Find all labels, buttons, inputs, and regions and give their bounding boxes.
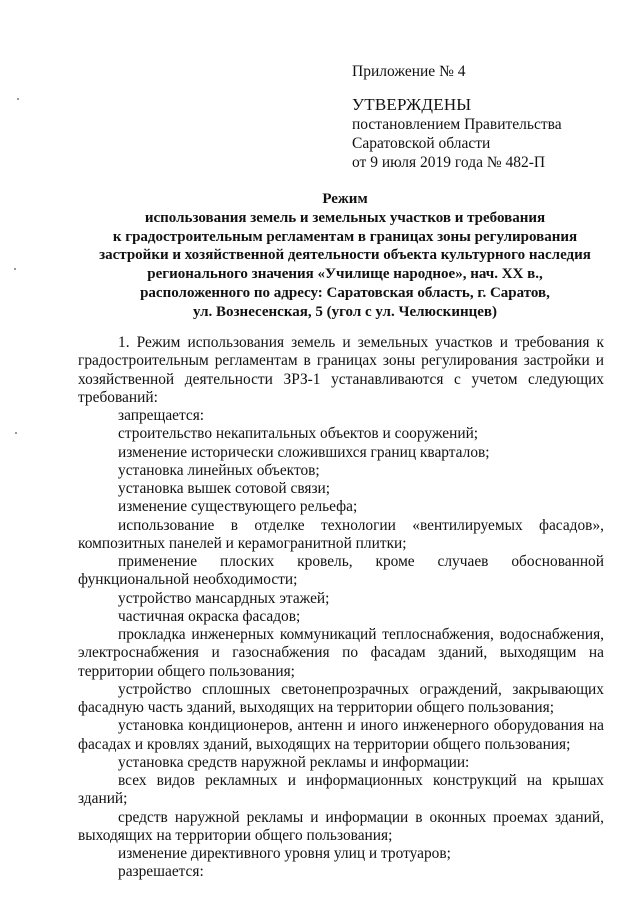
- paragraph: строительство некапитальных объектов и сооружений;: [118, 425, 479, 443]
- approval-line-2: Саратовской области: [352, 135, 491, 152]
- paragraph: установка линейных объектов;: [118, 461, 320, 479]
- document-title: [80, 190, 610, 322]
- paragraph: установка средств наружной рекламы и информации:: [118, 753, 470, 771]
- title-line: использования земель и земельных участков и требования: [144, 209, 546, 226]
- paragraph: прокладка инженерных коммуникаций теплоснабжения, водоснабжения, электроснабжения и газоснабжения по фасадам зданий, выходящим на территории общего пользования;: [78, 626, 604, 680]
- paragraph: частичная окраска фасадов;: [118, 607, 301, 625]
- paragraph: применение плоских кровель, кроме случаев обоснованной функциональной необходимости;: [78, 553, 604, 589]
- paragraph: разрешается:: [118, 863, 204, 881]
- approval-line-3: от 9 июля 2019 года № 482-П: [352, 154, 546, 171]
- approval-line-1: постановлением Правительства: [352, 116, 562, 133]
- title-line: застройки и хозяйственной деятельности объекта культурного наследия: [99, 247, 591, 264]
- paragraph: установка вышек сотовой связи;: [118, 480, 331, 497]
- paragraph: всех видов рекламных и информационных конструкций на крышах зданий;: [78, 772, 604, 808]
- paragraph: изменение существующего рельефа;: [118, 498, 358, 516]
- scan-speck: [14, 268, 16, 270]
- scan-speck: [15, 432, 17, 434]
- title-line: к градостроительным регламентам в границах зоны регулирования: [112, 228, 578, 245]
- paragraph: установка кондиционеров, антенн и иного инженерного оборудования на фасадах и кровлях зданий, выходящих на территории общего пользования;: [78, 717, 604, 753]
- paragraph: изменение директивного уровня улиц и тротуаров;: [118, 845, 451, 862]
- approved-label: УТВЕРЖДЕНЫ: [352, 95, 472, 114]
- title-line: Режим: [322, 191, 368, 207]
- title-line: регионального значения «Училище народное», нач. XX в.,: [147, 266, 543, 283]
- paragraph: 1. Режим использования земель и земельных участков и требования к градостроительным регламентам в границах зоны регулирования застройки и хозяйственной деятельности ЗРЗ-1 устанавливаются с учетом следующих требований:: [78, 334, 604, 406]
- paragraph: устройство сплошных светонепрозрачных ограждений, закрывающих фасадную часть зданий, выходящих на территории общего пользования;: [78, 680, 604, 716]
- paragraph: изменение исторически сложившихся границ кварталов;: [118, 443, 490, 461]
- title-line: расположенного по адресу: Саратовская область, г. Саратов,: [140, 284, 550, 301]
- appendix-number: Приложение № 4: [352, 63, 466, 80]
- document-body: [78, 334, 604, 882]
- approval-header: [352, 62, 562, 172]
- paragraph: устройство мансардных этажей;: [118, 589, 330, 607]
- paragraph: использование в отделке технологии «вентилируемых фасадов», композитных панелей и керамогранитной плитки;: [78, 516, 604, 552]
- title-line: ул. Вознесенская, 5 (угол с ул. Челюскинцев): [192, 303, 497, 320]
- scan-speck: [17, 98, 19, 100]
- paragraph: средств наружной рекламы и информации в оконных проемах зданий, выходящих на территории общего пользования;: [78, 808, 604, 844]
- paragraph: запрещается:: [118, 407, 205, 424]
